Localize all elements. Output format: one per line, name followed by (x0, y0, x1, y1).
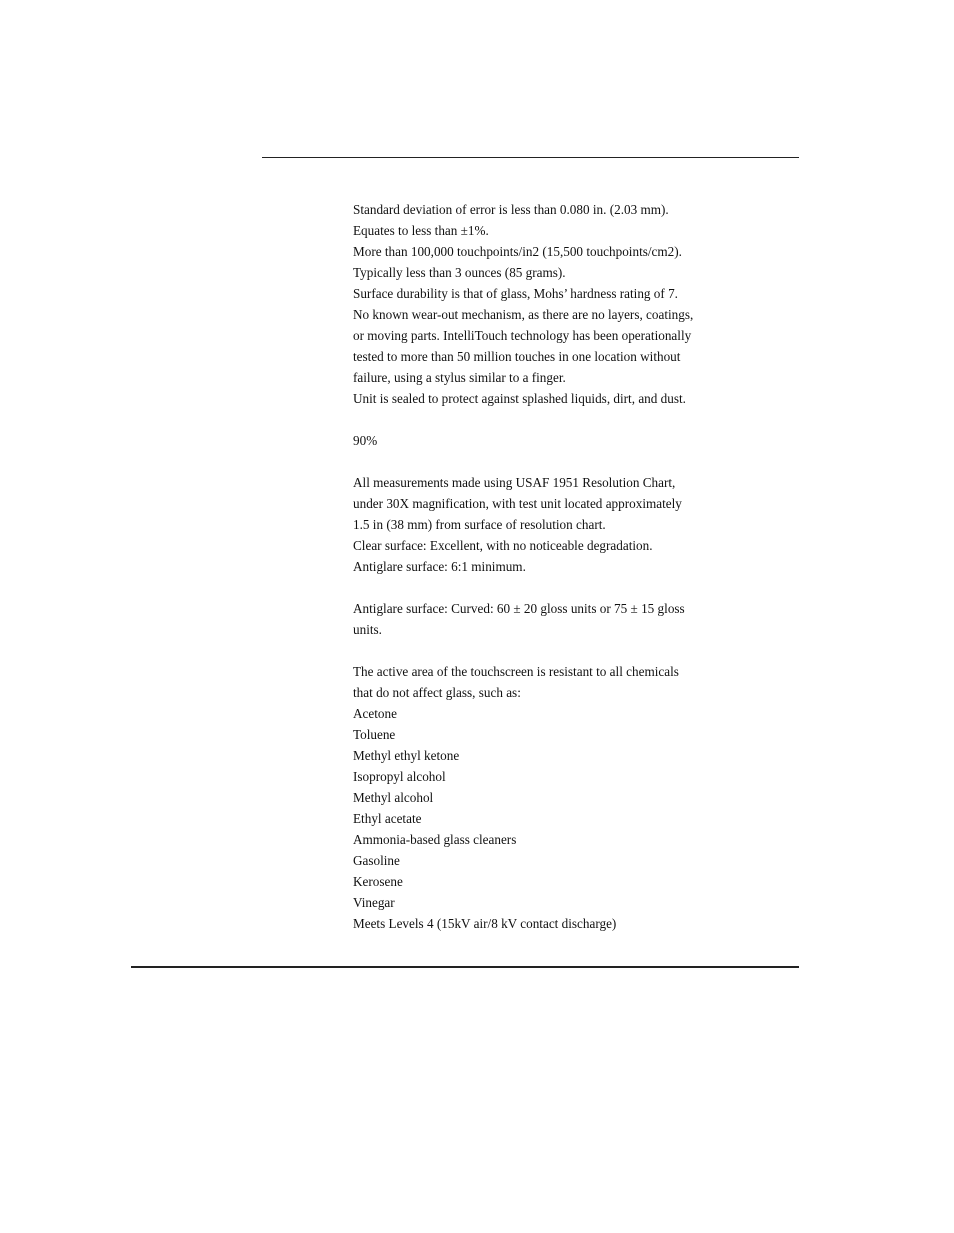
text-line: Acetone (353, 706, 397, 721)
text-line: 1.5 in (38 mm) from surface of resolution chart. (353, 517, 606, 532)
bottom-rule (131, 966, 799, 968)
text-line: No known wear-out mechanism, as there are no layers, coatings, (353, 307, 694, 322)
text-line: Isopropyl alcohol (353, 769, 446, 784)
text-line: or moving parts. IntelliTouch technology has been operationally (353, 328, 692, 343)
text-line: Gasoline (353, 853, 400, 868)
text-line: Vinegar (353, 895, 395, 910)
text-line: under 30X magnification, with test unit located approximately (353, 496, 682, 511)
text-line: tested to more than 50 million touches in one location without (353, 349, 681, 364)
blank-line (353, 640, 733, 661)
text-line: Ammonia-based glass cleaners (353, 832, 517, 847)
text-line: failure, using a stylus similar to a finger. (353, 370, 566, 385)
text-line: Ethyl acetate (353, 811, 422, 826)
text-line: Antiglare surface: Curved: 60 ± 20 gloss units or 75 ± 15 gloss (353, 601, 685, 616)
text-line: All measurements made using USAF 1951 Resolution Chart, (353, 475, 676, 490)
text-line: 90% (353, 433, 378, 448)
text-line: Kerosene (353, 874, 403, 889)
text-line: Equates to less than ±1%. (353, 223, 489, 238)
blank-line (353, 451, 733, 472)
text-line: Clear surface: Excellent, with no noticeable degradation. (353, 538, 653, 553)
text-line: The active area of the touchscreen is resistant to all chemicals (353, 664, 679, 679)
text-line: Surface durability is that of glass, Mohs’ hardness rating of 7. (353, 286, 678, 301)
text-line: Methyl alcohol (353, 790, 434, 805)
text-line: Standard deviation of error is less than 0.080 in. (2.03 mm). (353, 202, 669, 217)
blank-line (353, 577, 733, 598)
text-line: More than 100,000 touchpoints/in2 (15,500 touchpoints/cm2). (353, 244, 682, 259)
text-line: Toluene (353, 727, 396, 742)
text-line: units. (353, 622, 382, 637)
text-line: Typically less than 3 ounces (85 grams). (353, 265, 566, 280)
spec-text-block (353, 199, 733, 934)
text-line: Methyl ethyl ketone (353, 748, 460, 763)
top-rule (262, 157, 799, 158)
text-line: Antiglare surface: 6:1 minimum. (353, 559, 526, 574)
text-line: that do not affect glass, such as: (353, 685, 521, 700)
text-line: Meets Levels 4 (15kV air/8 kV contact discharge) (353, 916, 617, 931)
text-line: Unit is sealed to protect against splashed liquids, dirt, and dust. (353, 391, 686, 406)
blank-line (353, 409, 733, 430)
